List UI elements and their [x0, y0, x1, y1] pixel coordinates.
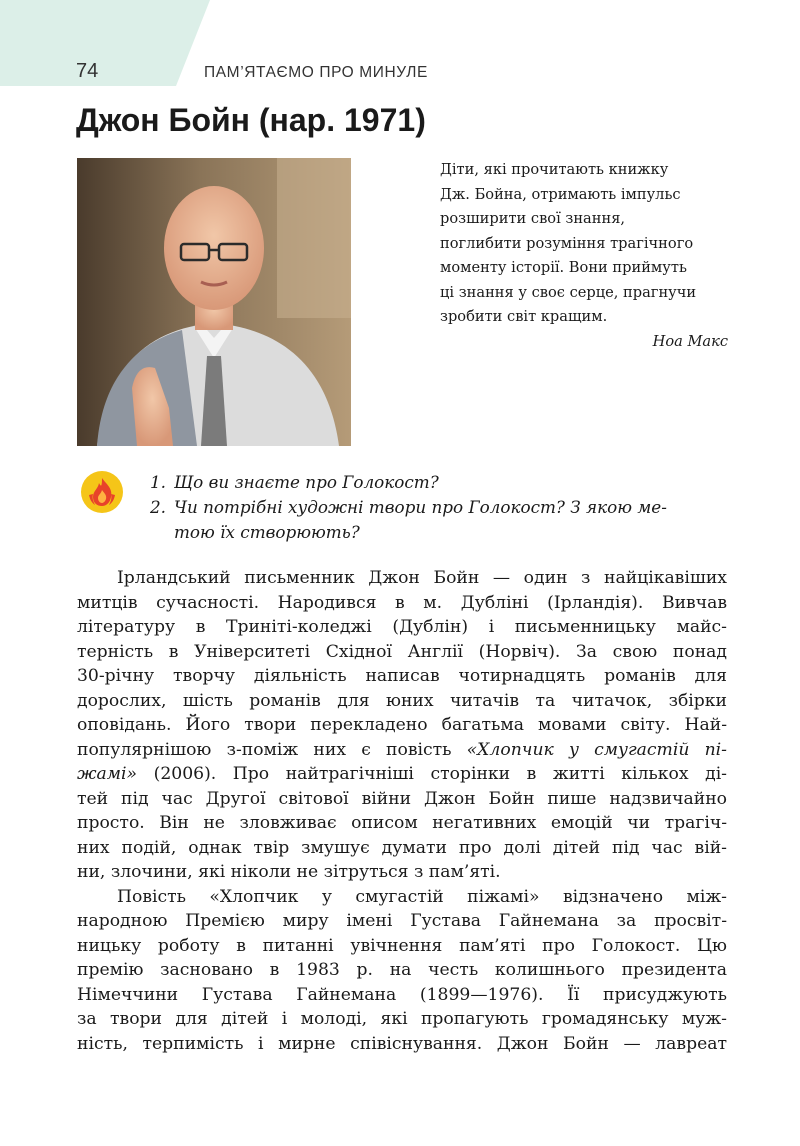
text-line: ницьку роботу в питанні увічнення пам’яті про Голокост. Цю — [77, 935, 727, 956]
portrait-illustration — [77, 158, 351, 446]
text-line: за твори для дітей і молоді, які пропагують громадянську муж- — [77, 1009, 727, 1029]
text-line: оповідань. Його твори перекладено багатьма мовами світу. Най- — [77, 715, 727, 735]
text-line: Повість «Хлопчик у смугастій піжамі» відзначено між- — [117, 886, 727, 907]
text-line: митців сучасності. Народився в м. Дубліні (Ірландія). Вивчав — [77, 592, 727, 613]
epigraph-line: Діти, які прочитають книжку — [440, 161, 669, 178]
text-line: Німеччини Густава Гайнемана (1899—1976). Її присуджують — [77, 984, 727, 1005]
book-title: «Хлопчик у смугастій пі- — [466, 739, 727, 760]
text-line: літературу в Триніті-коледжі (Дублін) і письменницьку майс- — [77, 617, 727, 637]
epigraph-line: поглибити розуміння трагічного — [440, 234, 694, 252]
text-segment: популярнішою з-поміж них є повість — [77, 739, 467, 760]
epigraph-line: розширити свої знання, — [440, 210, 626, 227]
text-line: ни, злочини, які ніколи не зітруться з пам’яті. — [77, 862, 501, 882]
running-head: ПАМ’ЯТАЄМО ПРО МИНУЛЕ — [204, 64, 428, 81]
question-number: 1. — [150, 472, 167, 492]
flame-icon — [80, 470, 124, 514]
text-line: Ірландський письменник Джон Бойн — один з найцікавіших — [117, 568, 727, 588]
question-text: Що ви знаєте про Голокост? — [174, 472, 439, 492]
text-line — [77, 738, 727, 763]
question-text-continued: тою їх створюють? — [174, 522, 360, 542]
question-item — [150, 495, 730, 545]
page-number: 74 — [76, 60, 99, 82]
text-line: них подій, однак твір змушує думати про долі дітей під час вій- — [77, 837, 727, 858]
question-list — [150, 470, 730, 545]
epigraph-line: моменту історії. Вони приймуть — [440, 259, 687, 276]
text-line: дорослих, шість романів для юних читачів та читачок, збірки — [77, 690, 727, 711]
text-line: терність в Університеті Східної Англії (Норвіч). За свою понад — [77, 641, 727, 662]
text-line: премію засновано в 1983 р. на честь колишнього президента — [77, 960, 727, 980]
text-line: тей під час Другої світової війни Джон Бойн пише надзвичайно — [77, 788, 727, 809]
question-text: Чи потрібні художні твори про Голокост? З якою ме- — [174, 497, 667, 517]
epigraph-line: зробити світ кращим. — [440, 308, 608, 325]
text-line: 30-річну творчу діяльність написав чотирнадцять романів для — [77, 666, 727, 686]
question-number: 2. — [150, 497, 167, 517]
page-title: Джон Бойн (нар. 1971) — [76, 102, 426, 138]
question-item — [150, 470, 730, 495]
body-text — [77, 566, 727, 1056]
author-photo — [77, 158, 351, 446]
epigraph-line: ці знання у своє серце, прагнучи — [440, 283, 697, 301]
text-line: просто. Він не зловживає описом негативних емоцій чи трагіч- — [77, 813, 727, 833]
corner-tab — [0, 0, 210, 86]
epigraph-author: Ноа Макс — [652, 332, 728, 350]
text-line: народною Премією миру імені Густава Гайнемана за просвіт- — [77, 911, 727, 931]
epigraph-line: Дж. Бойна, отримають імпульс — [440, 185, 681, 203]
text-line — [77, 762, 727, 787]
book-title: жамі» — [77, 764, 138, 784]
epigraph — [440, 158, 740, 354]
text-segment: (2006). Про найтрагічніші сторінки в житті кількох ді- — [137, 764, 727, 784]
text-line: ність, терпимість і мирне співіснування. Джон Бойн — лавреат — [77, 1033, 727, 1054]
